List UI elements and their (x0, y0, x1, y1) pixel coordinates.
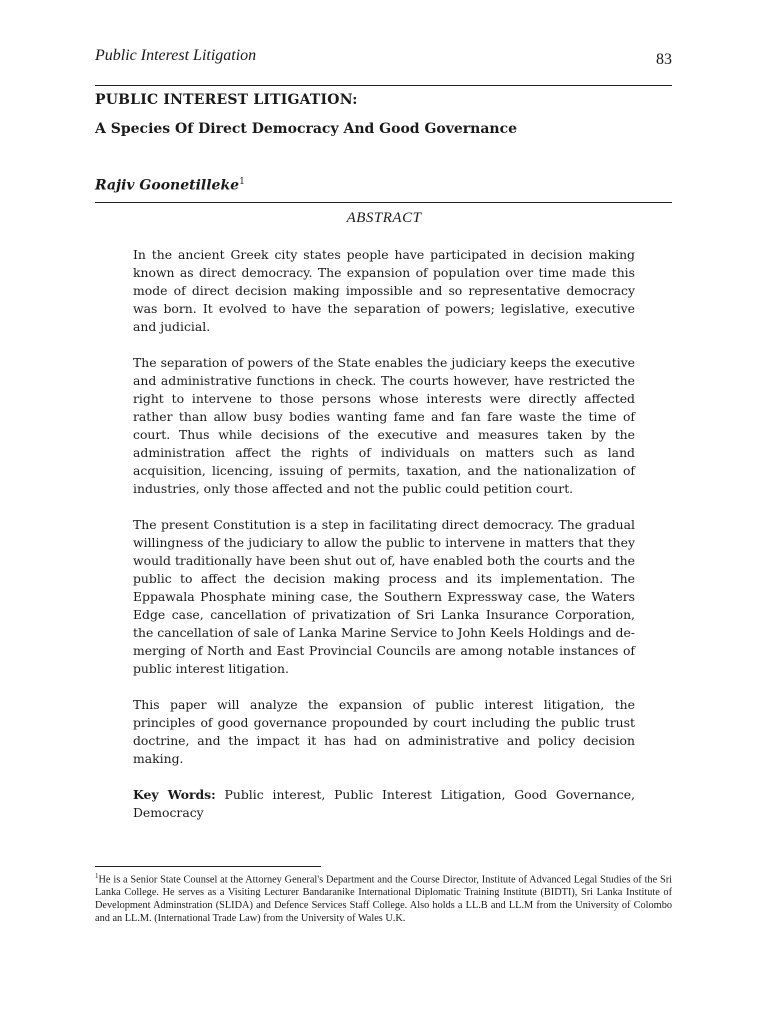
abstract-body (133, 246, 635, 822)
abstract-heading-text: ABSTRACT (346, 210, 422, 226)
author-footnote-mark[interactable]: 1 (239, 177, 245, 187)
keywords-label: Key Words: (133, 787, 216, 802)
author-name: Rajiv Goonetilleke (95, 177, 240, 194)
author-line (95, 177, 245, 194)
keywords-list: Public interest, Public Interest Litigation, Good Governance, Democracy (133, 787, 635, 820)
article-title: PUBLIC INTEREST LITIGATION: (95, 92, 358, 108)
author-rule (95, 202, 672, 203)
abstract-paragraph: The present Constitution is a step in facilitating direct democracy. The gradual willingness of the judiciary to allow the public to intervene in matters that they would traditionally have been shut out of, have enabled both the courts and the public to affect the decision making process and its implementation. The Eppawala Phosphate mining case, the Southern Expressway case, the Waters Edge case, cancellation of privatization of Sri Lanka Insurance Corporation, the cancellation of sale of Lanka Marine Service to John Keels Holdings and de-merging of North and East Provincial Councils are among notable instances of public interest litigation. (133, 517, 635, 676)
footnote (95, 870, 672, 925)
keywords-line (133, 786, 635, 822)
footnote-mark: 1 (95, 872, 99, 880)
abstract-paragraph: In the ancient Greek city states people have participated in decision making known as direct democracy. The expansion of population over time made this mode of direct decision making impossible and so representative democracy was born. It evolved to have the separation of powers; legislative, executive and judicial. (133, 247, 635, 334)
header-rule (95, 85, 672, 86)
footnote-rule (95, 866, 321, 867)
page-number: 83 (656, 51, 672, 68)
running-header-title: Public Interest Litigation (95, 47, 257, 64)
article-subtitle: A Species Of Direct Democracy And Good Governance (95, 121, 518, 137)
abstract-paragraph: This paper will analyze the expansion of public interest litigation, the principles of good governance propounded by court including the public trust doctrine, and the impact it has had on administrative and policy decision making. (133, 697, 635, 766)
abstract-heading (0, 210, 768, 227)
footnote-text: He is a Senior State Counsel at the Attorney General's Department and the Course Director, Institute of Advanced Legal Studies of the Sri Lanka College. He serves as a Visiting Lecturer Bandaranike International Diplomatic Training Institute (BIDTI), Sri Lanka Institute of Development Adminstration (SLIDA) and Defence Services Staff College. Also holds a LL.B and LL.M from the University of Colombo and an LL.M. (International Trade Law) from the University of Wales U.K. (95, 874, 672, 925)
abstract-paragraph: The separation of powers of the State enables the judiciary keeps the executive and administrative functions in check. The courts however, have restricted the right to intervene to those persons whose interests were directly affected rather than allow busy bodies wanting fame and fan fare waste the time of court. Thus while decisions of the executive and measures taken by the administration affect the rights of individuals on matters such as land acquisition, licencing, issuing of permits, taxation, and the nationalization of industries, only those affected and not the public could petition court. (133, 355, 635, 496)
